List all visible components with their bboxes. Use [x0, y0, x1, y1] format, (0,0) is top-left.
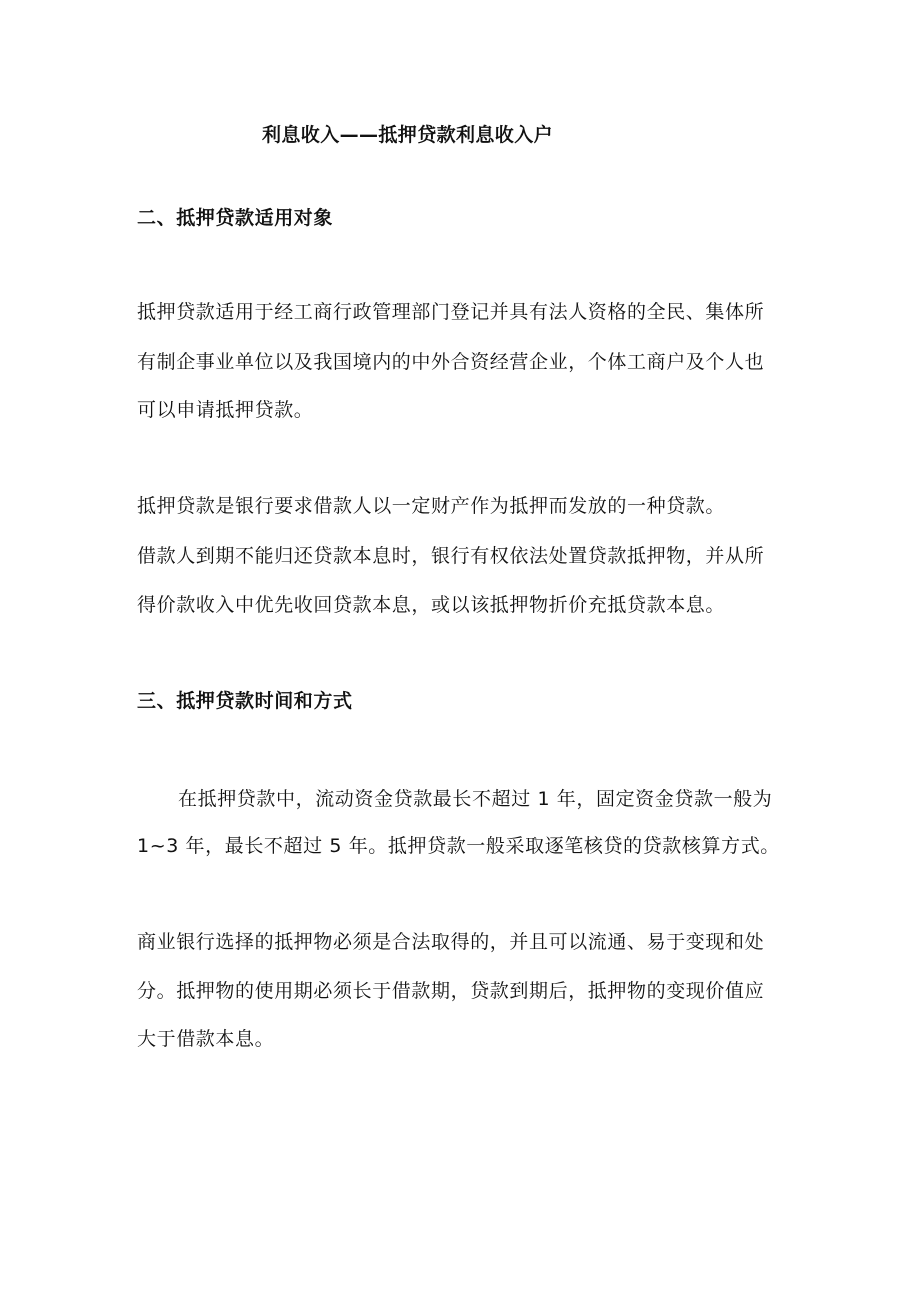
paragraph-line: 有制企事业单位以及我国境内的中外合资经营企业，个体工商户及个人也: [137, 351, 765, 373]
paragraph-line: 得价款收入中优先收回贷款本息，或以该抵押物折价充抵贷款本息。: [137, 594, 726, 616]
paragraph-line: 1~3 年，最长不超过 5 年。抵押贷款一般采取逐笔核贷的贷款核算方式。: [137, 835, 780, 857]
paragraph-line: 在抵押贷款中，流动资金贷款最长不超过 1 年，固定资金贷款一般为: [178, 788, 773, 810]
paragraph-line: 借款人到期不能归还贷款本息时，银行有权依法处置贷款抵押物，并从所: [137, 545, 765, 567]
section-2-heading: 二、抵押贷款适用对象: [137, 207, 334, 229]
paragraph-line: 抵押贷款是银行要求借款人以一定财产作为抵押而发放的一种贷款。: [137, 495, 726, 517]
paragraph-line: 大于借款本息。: [137, 1028, 275, 1050]
paragraph-line: 抵押贷款适用于经工商行政管理部门登记并具有法人资格的全民、集体所: [137, 301, 765, 323]
section-3-heading: 三、抵押贷款时间和方式: [137, 690, 353, 712]
document-title: 利息收入——抵押贷款利息收入户: [262, 124, 554, 146]
paragraph-line: 商业银行选择的抵押物必须是合法取得的，并且可以流通、易于变现和处: [137, 931, 765, 953]
paragraph-line: 分。抵押物的使用期必须长于借款期，贷款到期后，抵押物的变现价值应: [137, 980, 765, 1002]
paragraph-line: 可以申请抵押贷款。: [137, 399, 314, 421]
